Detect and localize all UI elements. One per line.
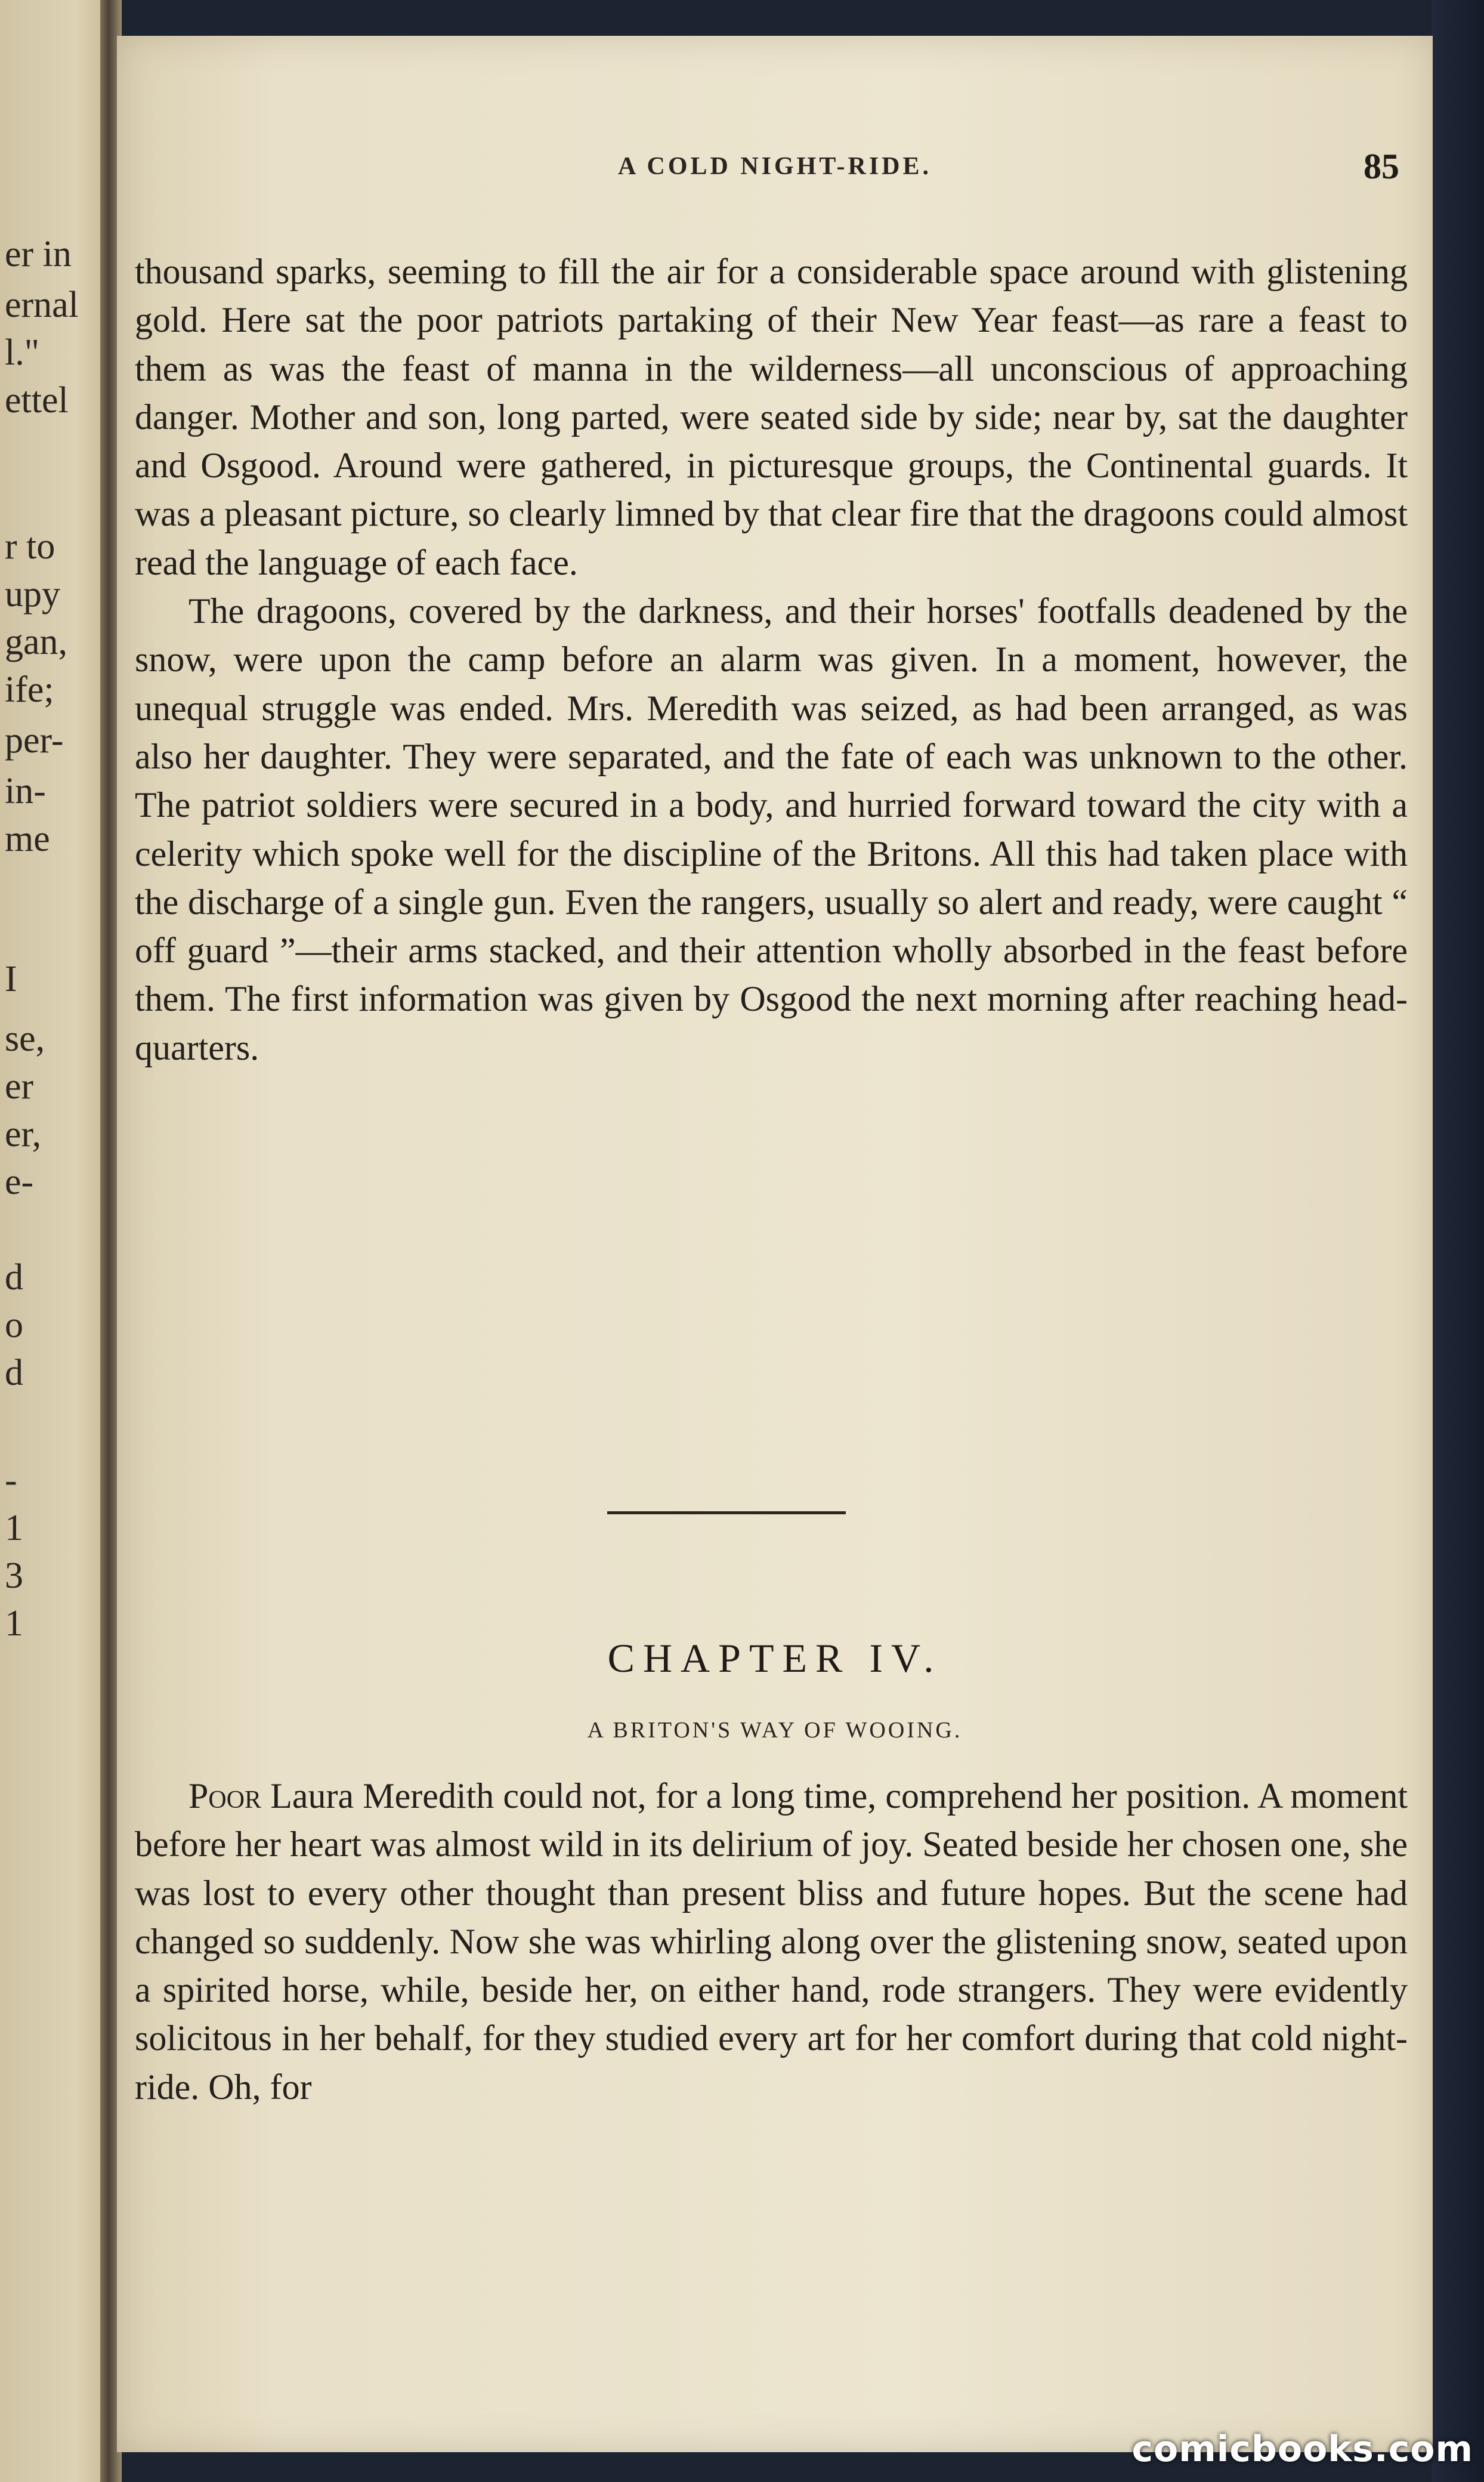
- facing-page-text-fragment: me: [5, 819, 50, 859]
- page-number: 85: [1364, 147, 1399, 186]
- running-title: A COLD NIGHT-RIDE.: [617, 153, 932, 180]
- facing-page-text-fragment: er: [5, 1066, 34, 1107]
- facing-page-text-fragment: l.": [5, 332, 40, 373]
- paragraph-continued: thousand sparks, seeming to fill the air for a considerable space around with glistening gold. Here sat the poor patriots partaking of their New Year feast—as rare a feast to them as was the feast of manna in the wilderness—all unconscious of approaching danger. Mother and son, long parted, were seated side by side; near by, sat the daughter and Osgood. Around were gathered, in picturesque groups, the Continental guards. It was a pleasant picture, so clearly limned by that clear fire that the dragoons could almost read the language of each face.: [135, 252, 1408, 582]
- lead-word: Poor: [188, 1776, 262, 1816]
- facing-page-text-fragment: e-: [5, 1162, 34, 1202]
- scan-background-edge: [1432, 0, 1484, 2482]
- facing-page-text-fragment: gan,: [5, 622, 68, 662]
- facing-page-text-fragment: 1: [5, 1508, 23, 1548]
- site-watermark: comicbooks.com: [1131, 2428, 1473, 2470]
- facing-page-text-fragment: se,: [5, 1018, 45, 1059]
- facing-page-text-fragment: per-: [5, 720, 64, 761]
- section-divider-rule: [607, 1511, 846, 1514]
- facing-page-text-fragment: I: [5, 959, 17, 999]
- facing-page-text-fragment: 1: [5, 1603, 23, 1644]
- facing-page-text-fragment: upy: [5, 574, 60, 615]
- facing-page-text-fragment: in-: [5, 771, 46, 811]
- chapter-heading: CHAPTER IV.: [607, 1635, 942, 1681]
- book-page: [117, 36, 1433, 2452]
- facing-page-edge: [0, 0, 107, 2482]
- paragraph: The dragoons, covered by the darkness, and their horses' footfalls deadened by the snow, were upon the camp before an alarm was given. In a moment, however, the unequal struggle was ended. Mrs. Meredith was seized, as had been arranged, as was also her daughter. They were separated, and the fate of each was unknown to the other. The patriot soldiers were secured in a body, and hurried forward toward the city with a celerity which spoke well for the discipline of the Britons. All this had taken place with the discharge of a single gun. Even the rangers, usually so alert and ready, were caught “ off guard ”—their arms stacked, and their attention wholly absorbed in the feast before them. The first information was given by Osgood the next morning after reaching head-quarters.: [135, 591, 1408, 1067]
- chapter-body-text: [135, 1772, 1408, 2111]
- paragraph-text: Laura Meredith could not, for a long time, comprehend her position. A moment before her heart was almost wild in its delirium of joy. Seated beside her chosen one, she was lost to every other thought than present bliss and future hopes. But the scene had changed so suddenly. Now she was whirling along over the glistening snow, seated upon a spirited horse, while, beside her, on either hand, rode strangers. They were evidently solicitous in her behalf, for they studied every art for her comfort during that cold night-ride. Oh, for: [135, 1776, 1408, 2107]
- facing-page-text-fragment: r to: [5, 526, 55, 567]
- facing-page-text-fragment: d: [5, 1257, 23, 1298]
- facing-page-text-fragment: -: [5, 1460, 17, 1501]
- facing-page-text-fragment: er in: [5, 234, 72, 274]
- facing-page-text-fragment: o: [5, 1305, 23, 1345]
- running-head: [117, 147, 1433, 194]
- facing-page-text-fragment: ernal: [5, 285, 79, 325]
- facing-page-text-fragment: 3: [5, 1555, 23, 1596]
- body-text: [135, 248, 1408, 1072]
- facing-page-text-fragment: ife;: [5, 669, 54, 710]
- chapter-opening-paragraph: [135, 1772, 1408, 2111]
- facing-page-text-fragment: er,: [5, 1114, 42, 1154]
- chapter-subtitle: A BRITON'S WAY OF WOOING.: [587, 1718, 963, 1743]
- facing-page-text-fragment: ettel: [5, 380, 69, 421]
- facing-page-text-fragment: d: [5, 1353, 23, 1393]
